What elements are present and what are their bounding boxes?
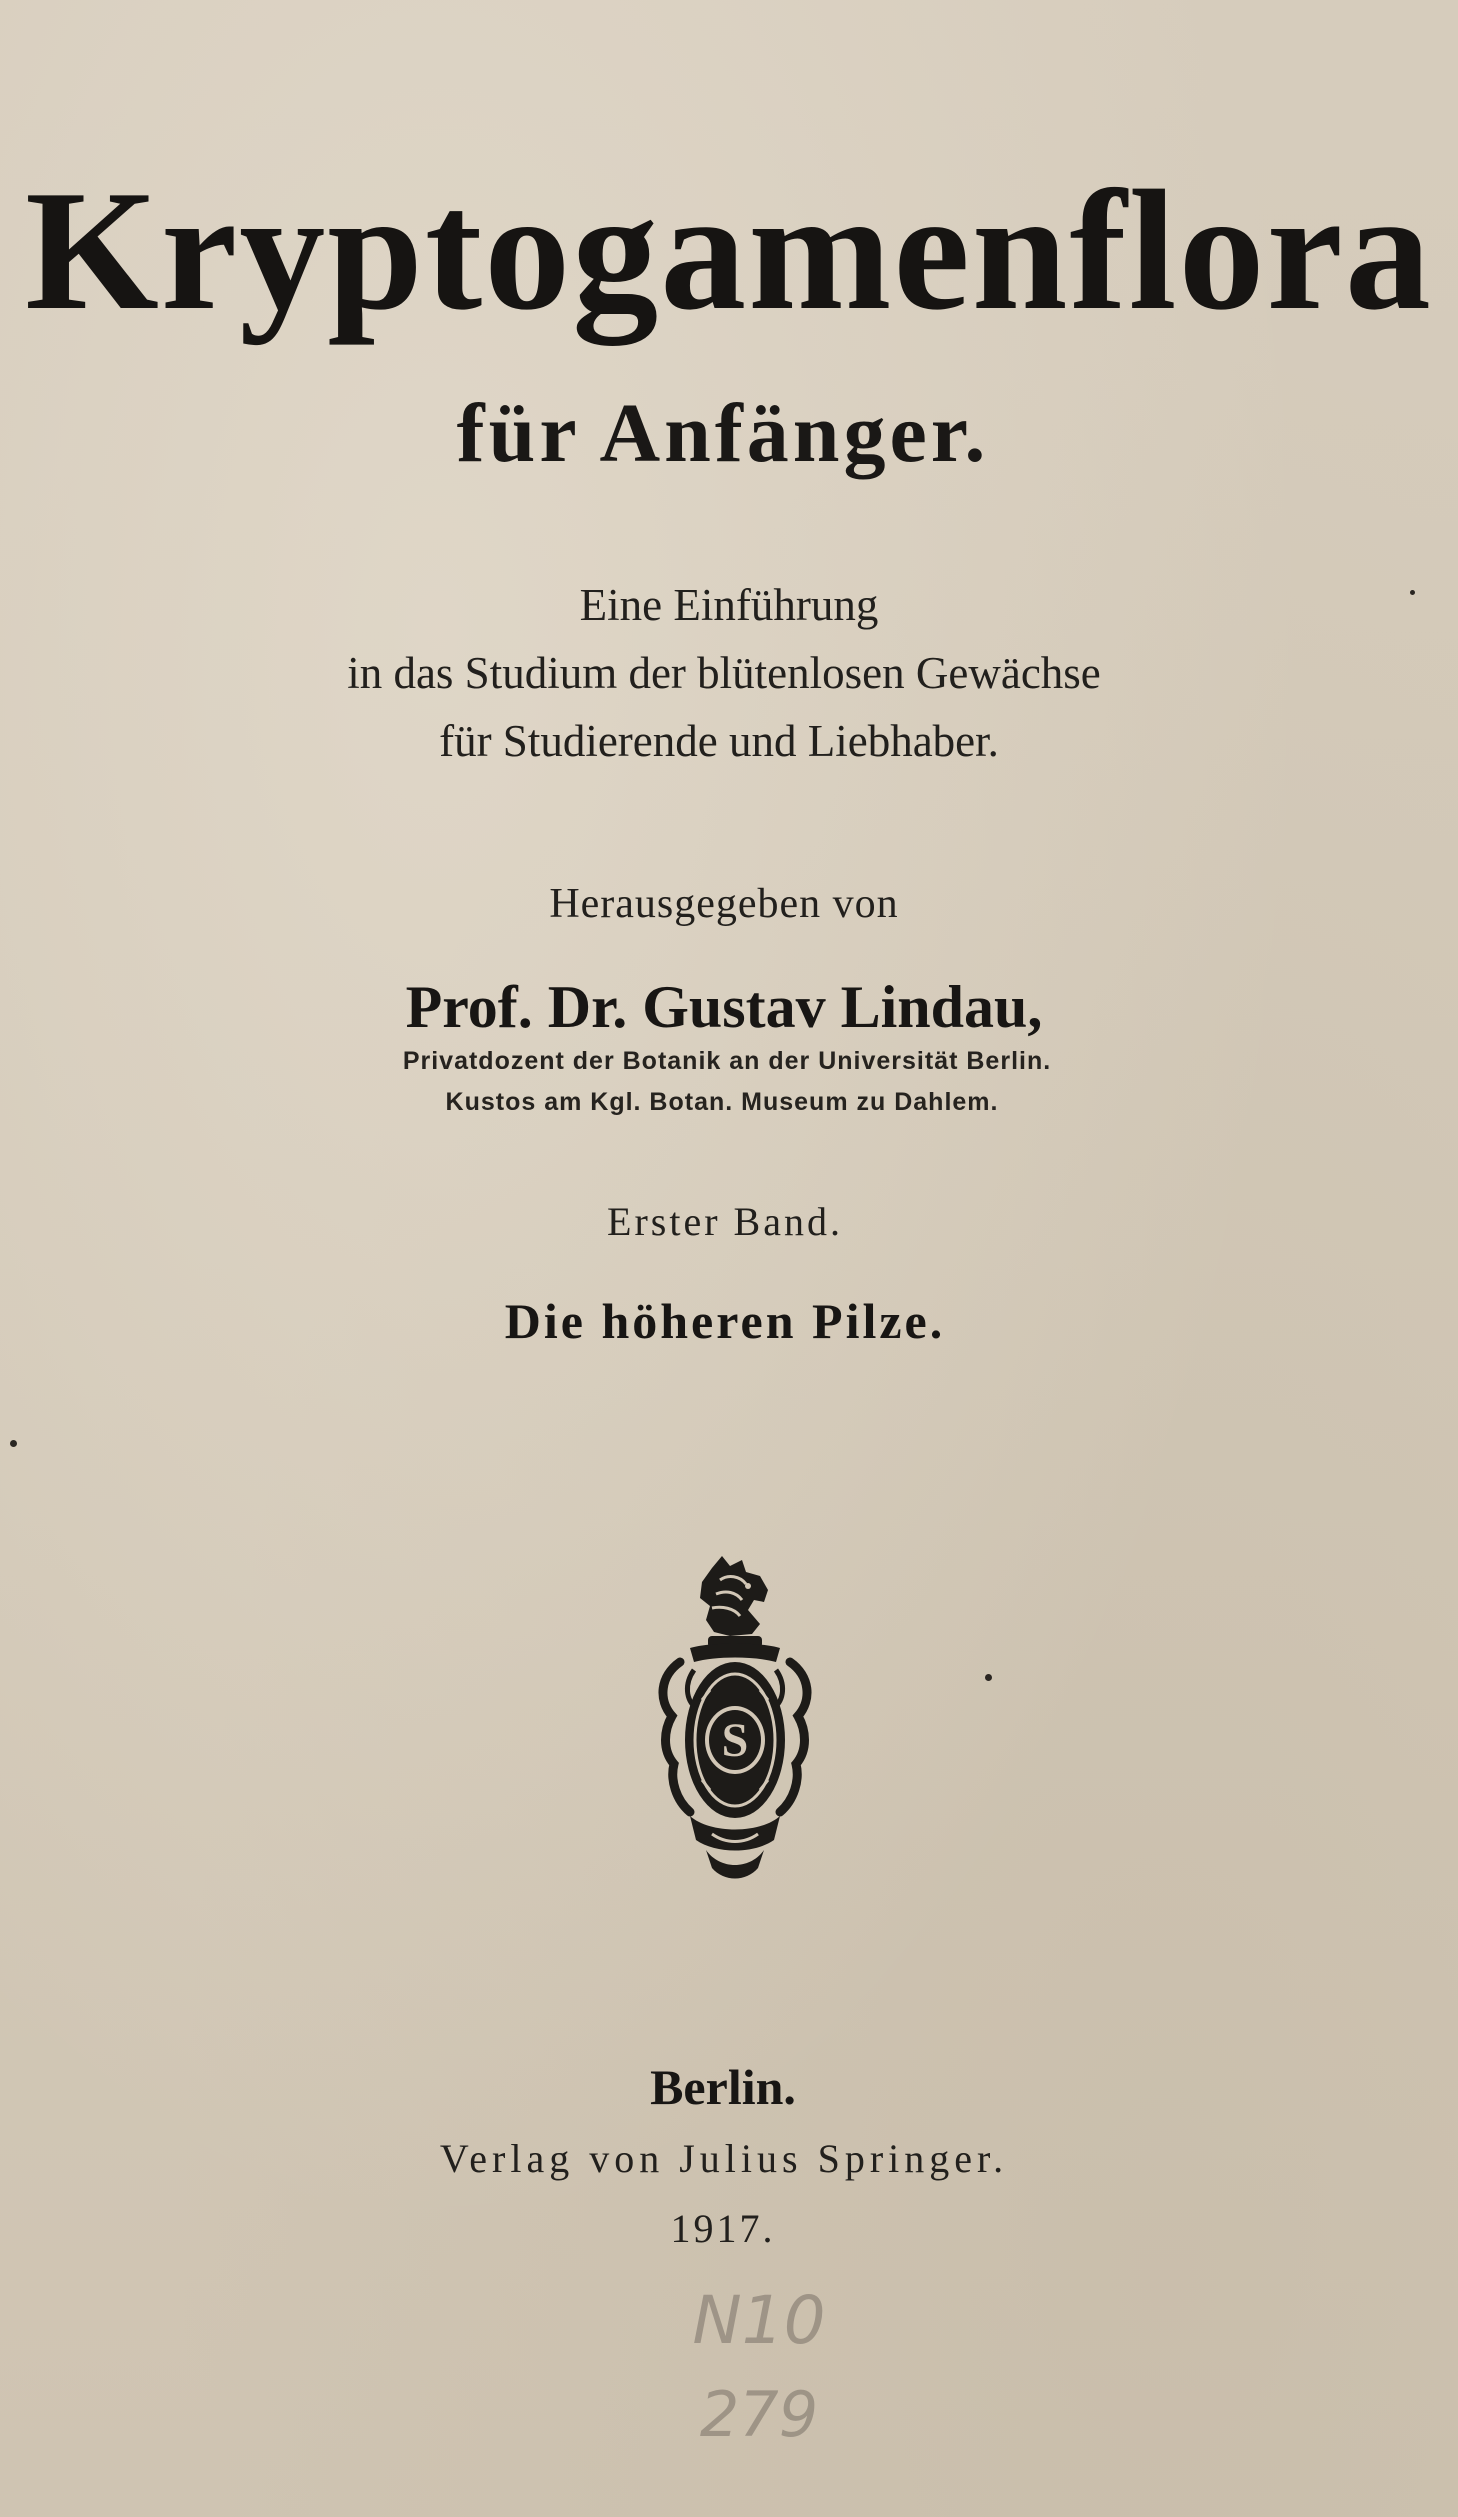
author-affiliation-1: Privatdozent der Botanik an der Universität Berlin. [402,1047,1052,1075]
intro-line-2: in das Studium der blütenlosen Gewächse [347,648,1101,698]
handwritten-shelf-mark: N10 [692,2282,826,2359]
springer-knight-emblem-icon [650,1550,820,1885]
paper-speck [10,1440,17,1447]
volume-number: Erster Band. [607,1199,843,1244]
paper-speck [985,1674,992,1681]
author-affiliation-2: Kustos am Kgl. Botan. Museum zu Dahlem. [445,1088,999,1116]
author-name: Prof. Dr. Gustav Lindau, [405,974,1043,1040]
imprint-place: Berlin. [650,2059,796,2115]
handwritten-number: 279 [699,2378,819,2451]
edited-by-label: Herausgegeben von [549,881,899,927]
imprint-year: 1917. [670,2206,776,2251]
volume-title: Die höheren Pilze. [504,1293,946,1349]
intro-line-1: Eine Einführung [579,580,879,630]
book-title: Kryptogamenflora [25,156,1433,346]
intro-line-3: für Studierende und Liebhaber. [439,716,999,766]
imprint-publisher: Verlag von Julius Springer. [439,2136,1009,2181]
paper-speck [1410,590,1415,595]
book-subtitle: für Anfänger. [456,387,990,480]
emblem-monogram: S [721,1714,749,1767]
